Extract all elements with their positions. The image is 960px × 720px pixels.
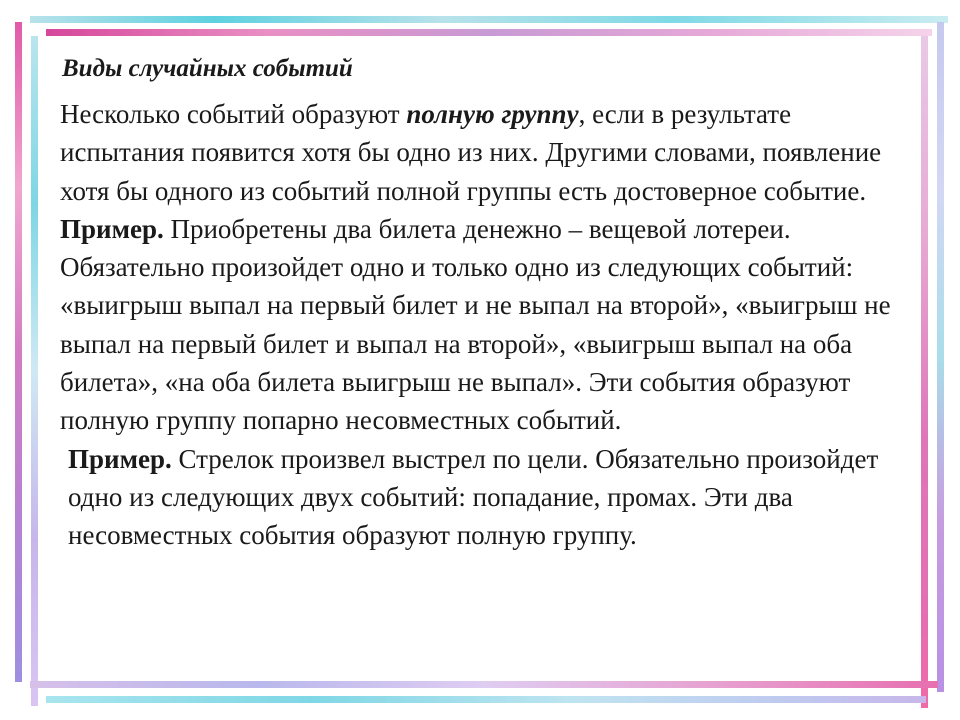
frame-right-inner-bar (921, 36, 928, 708)
frame-top-inner-bar (46, 29, 932, 36)
definition-paragraph (60, 95, 910, 210)
example-1-text: Приобретены два билета денежно – вещевой лотереи. Обязательно произойдет одно и только одно из следующих событий: «выигрыш выпал на первый билет и не выпал на второй», «выигрыш не выпал на первый билет и выпал на второй», «выигрыш выпал на оба билета», «на оба билета выигрыш не выпал». Эти события образуют полную группу попарно несовместных событий. (60, 213, 891, 436)
slide-title: Виды случайных событий (62, 55, 353, 82)
example-2-text: Стрелок произвел выстрел по цели. Обязательно произойдет одно из следующих двух событий: попадание, промах. Эти два несовместных события образуют полную группу. (68, 443, 879, 551)
definition-text-after: , если в результате испытания появится хотя бы одно из них. Другими словами, появление хотя бы одного из событий полной группы есть достоверное событие. (60, 99, 882, 206)
frame-bottom-inner-bar (46, 696, 926, 703)
example-1-label: Пример. (60, 213, 164, 244)
frame-right-outer-bar (937, 22, 944, 692)
definition-term: полную группу (406, 99, 579, 129)
frame-left-inner-bar (31, 36, 38, 706)
example-2-paragraph (60, 440, 910, 555)
example-2-label: Пример. (68, 443, 172, 474)
frame-left-outer-bar (15, 22, 22, 682)
frame-bottom-outer-bar (30, 681, 938, 688)
example-1-paragraph (60, 210, 910, 440)
slide-content (60, 52, 910, 555)
definition-text-before: Несколько событий образуют (60, 99, 407, 129)
frame-top-outer-bar (30, 16, 948, 23)
